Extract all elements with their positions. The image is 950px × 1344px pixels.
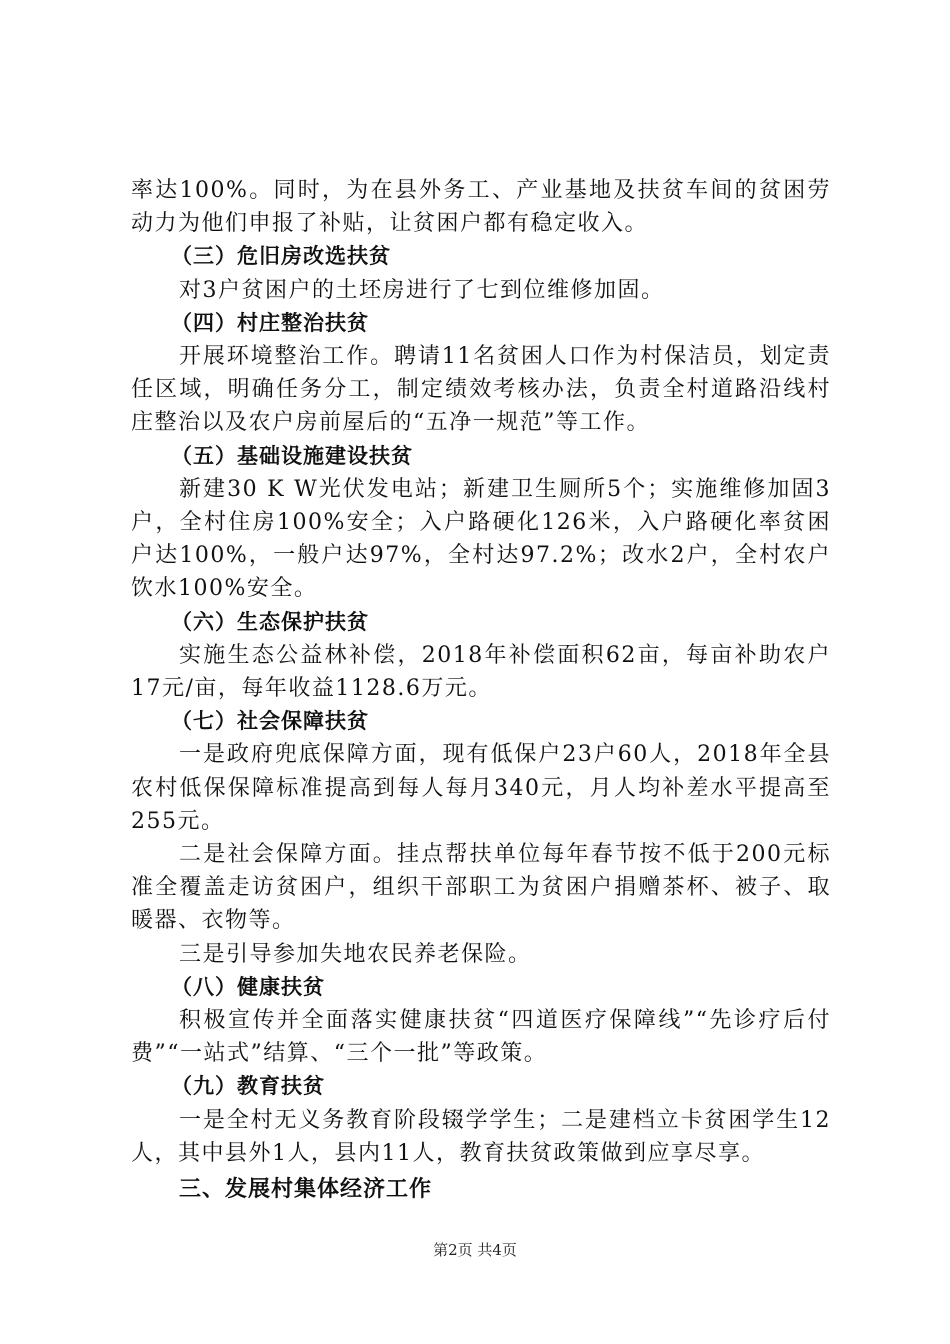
section-heading-7: （七）社会保障扶贫 bbox=[171, 709, 369, 734]
chapter-heading-3: 三、发展村集体经济工作 bbox=[179, 1177, 433, 1203]
paragraph-1: 率达100%。同时，为在县外务工、产业基地及扶贫车间的贫困劳动力为他们申报了补贴，让贫困户都有稳定收入。 bbox=[131, 178, 831, 237]
section-heading-9: （九）教育扶贫 bbox=[171, 1074, 325, 1099]
paragraph-8: 三是引导参加失地农民养老保险。 bbox=[179, 941, 532, 967]
section-heading-3: （三）危旧房改选扶贫 bbox=[171, 244, 391, 269]
section-heading-6: （六）生态保护扶贫 bbox=[171, 609, 369, 634]
section-heading-8: （八）健康扶贫 bbox=[171, 974, 325, 999]
paragraph-6: 一是政府兜底保障方面，现有低保户23户60人，2018年全县农村低保保障标准提高到每人每月340元，月人均补差水平提高至255元。 bbox=[131, 742, 831, 834]
paragraph-7: 二是社会保障方面。挂点帮扶单位每年春节按不低于200元标准全覆盖走访贫困户，组织干部职工为贫困户捐赠茶杯、被子、取暖器、衣物等。 bbox=[131, 842, 831, 934]
section-heading-4: （四）村庄整治扶贫 bbox=[171, 310, 369, 335]
paragraph-3: 开展环境整治工作。聘请11名贫困人口作为村保洁员，划定责任区域，明确任务分工，制定绩效考核办法，负责全村道路沿线村庄整治以及农户房前屋后的“五净一规范”等工作。 bbox=[131, 344, 831, 436]
page-footer: 第2页 共4页 bbox=[433, 1241, 517, 1259]
paragraph-2: 对3户贫困户的土坯房进行了七到位维修加固。 bbox=[179, 277, 665, 303]
paragraph-5: 实施生态公益林补偿，2018年补偿面积62亩，每亩补助农户17元/亩，每年收益1128.6万元。 bbox=[131, 642, 831, 702]
section-heading-5: （五）基础设施建设扶贫 bbox=[171, 443, 413, 468]
document-body bbox=[131, 174, 831, 1210]
paragraph-9: 积极宣传并全面落实健康扶贫“四道医疗保障线”“先诊疗后付费”“一站式”结算、“三个一批”等政策。 bbox=[131, 1008, 831, 1067]
paragraph-10: 一是全村无义务教育阶段辍学学生；二是建档立卡贫困学生12人，其中县外1人，县内11人，教育扶贫政策做到应享尽享。 bbox=[131, 1107, 831, 1166]
paragraph-4: 新建30 K W光伏发电站；新建卫生厕所5个；实施维修加固3户，全村住房100%安全；入户路硬化126米，入户路硬化率贫困户达100%，一般户达97%，全村达97.2%；改水2户，全村农户饮水100%安全。 bbox=[131, 476, 831, 602]
